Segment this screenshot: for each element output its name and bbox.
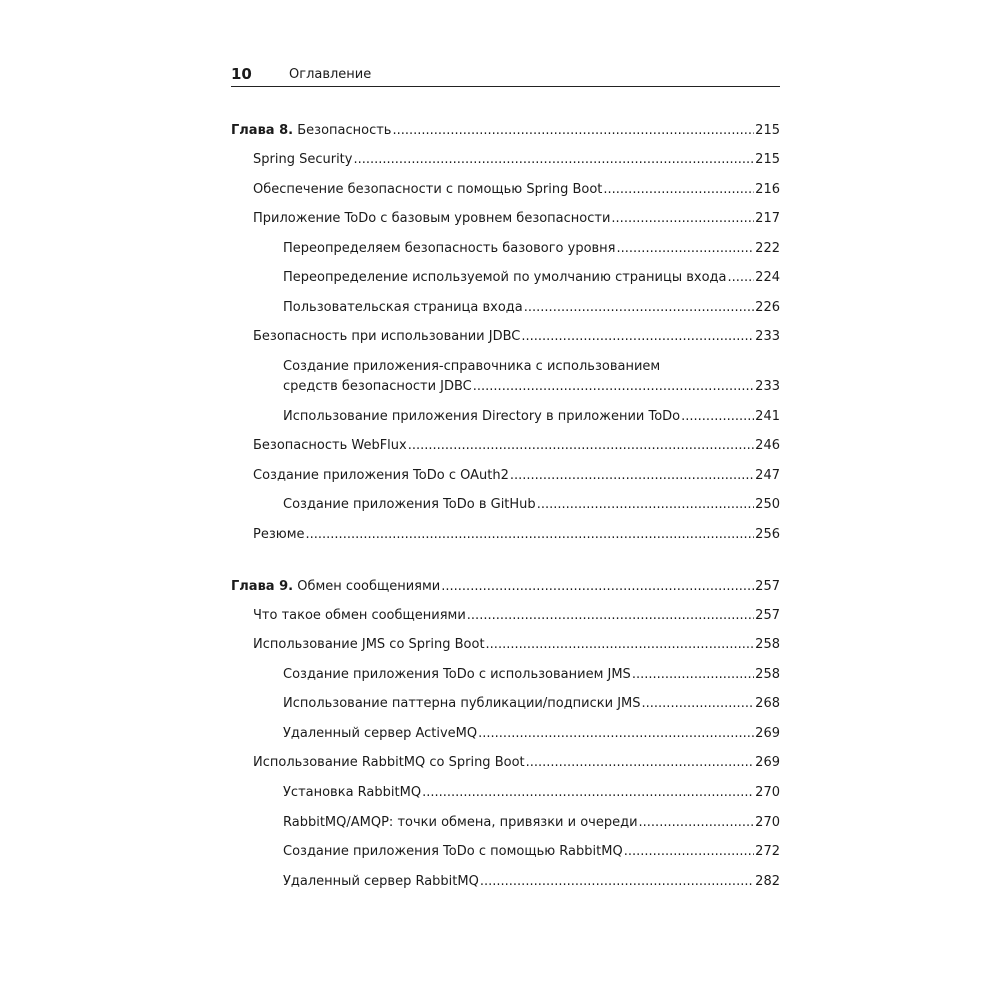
toc-page-number: 217 [755, 211, 780, 226]
toc-page-number: 268 [755, 696, 780, 711]
dot-leader [617, 239, 755, 259]
dot-leader [478, 724, 754, 744]
toc-page-number: 258 [755, 667, 780, 682]
toc-title: Переопределяем безопасность базового уровня [283, 241, 616, 256]
toc-subsection [231, 665, 780, 685]
toc-title: Удаленный сервер RabbitMQ [283, 874, 479, 889]
dot-leader [306, 525, 755, 545]
toc-page-number: 257 [755, 608, 780, 623]
toc-title: Использование JMS со Spring Boot [253, 637, 485, 652]
toc-subsection [231, 268, 780, 288]
chapter-title: Обмен сообщениями [297, 579, 441, 594]
dot-leader [510, 466, 754, 486]
toc-title: Spring Security [253, 152, 353, 167]
toc-title: Создание приложения ToDo с помощью RabbitMQ [283, 844, 623, 859]
toc-section [231, 525, 780, 545]
toc-title: Использование приложения Directory в приложении ToDo [283, 409, 681, 424]
toc-title: Что такое обмен сообщениями [253, 608, 466, 623]
toc-page-number: 222 [755, 241, 780, 256]
toc-title: Пользовательская страница входа [283, 300, 523, 315]
toc-page-number: 269 [755, 755, 780, 770]
toc-page-number: 215 [755, 123, 780, 138]
toc-page-number: 270 [755, 815, 780, 830]
dot-leader [486, 635, 755, 655]
toc-title: Безопасность WebFlux [253, 438, 407, 453]
dot-leader [603, 180, 754, 200]
dot-leader [480, 872, 754, 892]
page-header [231, 64, 780, 87]
toc-section [231, 606, 780, 626]
dot-leader [639, 813, 755, 833]
toc-title: Использование RabbitMQ со Spring Boot [253, 755, 525, 770]
toc-title: Создание приложения ToDo в GitHub [283, 497, 536, 512]
toc-page-number: 282 [755, 874, 780, 889]
toc-section [231, 436, 780, 456]
toc-subsection [231, 783, 780, 803]
toc-page-number: 241 [755, 409, 780, 424]
toc-page-number: 226 [755, 300, 780, 315]
toc-title: RabbitMQ/AMQP: точки обмена, привязки и очереди [283, 815, 638, 830]
page-number: 10 [231, 65, 252, 83]
toc-subsection [231, 872, 780, 892]
chapter-prefix: Глава 9. [231, 579, 294, 594]
chapter-title: Безопасность [297, 123, 392, 138]
running-title: Оглавление [289, 67, 372, 82]
toc-subsection [231, 495, 780, 515]
dot-leader [526, 753, 755, 773]
toc-title: Создание приложения ToDo с OAuth2 [253, 468, 509, 483]
toc-section [231, 209, 780, 229]
toc-subsection [231, 842, 780, 862]
toc-section [231, 466, 780, 486]
toc-subsection [231, 239, 780, 259]
toc-title: Обеспечение безопасности с помощью Spring Boot [253, 182, 603, 197]
dot-leader [624, 842, 754, 862]
dot-leader [408, 436, 754, 456]
toc-page-number: 246 [755, 438, 780, 453]
dot-leader [392, 121, 754, 141]
toc-section [231, 327, 780, 347]
dot-leader [473, 377, 754, 397]
toc-section [231, 753, 780, 773]
toc-page-number: 272 [755, 844, 780, 859]
dot-leader [727, 268, 754, 288]
toc-title: Создание приложения ToDo с использованием JMS [283, 667, 631, 682]
toc-section [231, 635, 780, 655]
dot-leader [681, 407, 754, 427]
toc-section [231, 180, 780, 200]
toc-page-number: 250 [755, 497, 780, 512]
dot-leader [422, 783, 754, 803]
dot-leader [521, 327, 754, 347]
dot-leader [611, 209, 754, 229]
toc-section [231, 150, 780, 170]
toc-title: Использование паттерна публикации/подписки JMS [283, 696, 641, 711]
toc-page-number: 257 [755, 579, 780, 594]
chapter-prefix: Глава 8. [231, 123, 294, 138]
toc-page-number: 269 [755, 726, 780, 741]
toc-subsection [231, 377, 780, 397]
dot-leader [467, 606, 754, 626]
toc-page-number: 233 [755, 379, 780, 394]
toc-page-number: 258 [755, 637, 780, 652]
dot-leader [537, 495, 754, 515]
toc-title: Резюме [253, 527, 305, 542]
toc-subsection [231, 694, 780, 714]
toc-title: Приложение ToDo с базовым уровнем безопасности [253, 211, 611, 226]
toc-chapter-9 [231, 577, 780, 597]
toc-page-number: 224 [755, 270, 780, 285]
dot-leader [642, 694, 755, 714]
toc-title: Установка RabbitMQ [283, 785, 422, 800]
toc-subsection [231, 407, 780, 427]
dot-leader [632, 665, 754, 685]
toc-subsection [231, 724, 780, 744]
toc-page-number: 256 [755, 527, 780, 542]
toc-title: средств безопасности JDBC [283, 379, 472, 394]
toc-page-number: 233 [755, 329, 780, 344]
toc-title-line1: Создание приложения-справочника с использованием [283, 359, 661, 374]
toc-title: Удаленный сервер ActiveMQ [283, 726, 478, 741]
toc-page-number: 270 [755, 785, 780, 800]
toc-page-number: 216 [755, 182, 780, 197]
dot-leader [441, 577, 754, 597]
dot-leader [353, 150, 754, 170]
toc-title: Безопасность при использовании JDBC [253, 329, 521, 344]
toc-title: Переопределение используемой по умолчанию страницы входа [283, 270, 727, 285]
toc-subsection [231, 813, 780, 833]
toc-subsection [231, 298, 780, 318]
toc-page-number: 215 [755, 152, 780, 167]
dot-leader [524, 298, 754, 318]
toc-chapter-8 [231, 121, 780, 141]
toc-page-number: 247 [755, 468, 780, 483]
